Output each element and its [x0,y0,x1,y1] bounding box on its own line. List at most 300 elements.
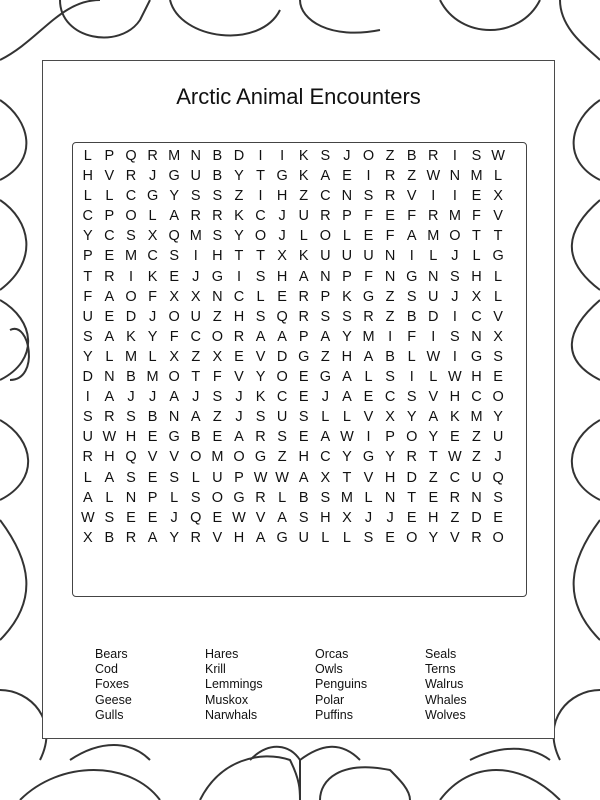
grid-letter[interactable]: M [470,409,483,426]
grid-letter[interactable]: W [448,449,462,466]
grid-letter[interactable]: R [125,529,137,546]
grid-letter[interactable]: S [320,308,331,325]
grid-letter[interactable]: N [341,188,353,205]
grid-letter[interactable]: I [431,188,436,205]
grid-letter[interactable]: E [298,429,309,446]
grid-letter[interactable]: H [276,268,288,285]
grid-letter[interactable]: D [82,369,94,386]
grid-letter[interactable]: K [126,328,136,345]
grid-letter[interactable]: N [384,248,396,265]
grid-letter[interactable]: S [255,308,266,325]
grid-letter[interactable]: W [340,429,354,446]
grid-letter[interactable]: T [428,449,438,466]
grid-letter[interactable]: J [170,509,178,526]
grid-letter[interactable]: R [104,268,115,285]
grid-letter[interactable]: M [211,449,224,466]
grid-letter[interactable]: V [493,308,503,325]
grid-letter[interactable]: K [234,208,244,225]
grid-letter[interactable]: J [321,389,329,406]
grid-letter[interactable]: S [320,489,331,506]
grid-letter[interactable]: S [493,348,503,365]
grid-letter[interactable]: P [104,148,115,164]
grid-letter[interactable]: D [428,308,439,325]
grid-letter[interactable]: M [146,369,159,386]
grid-letter[interactable]: J [451,288,459,305]
grid-letter[interactable]: Y [147,328,158,345]
grid-letter[interactable]: Z [428,469,438,486]
grid-letter[interactable]: N [190,148,201,164]
grid-letter[interactable]: W [102,429,117,446]
grid-letter[interactable]: Q [190,509,202,526]
grid-letter[interactable]: A [190,409,201,426]
grid-letter[interactable]: R [298,308,309,325]
grid-letter[interactable]: R [428,208,439,225]
grid-letter[interactable]: M [189,228,202,245]
grid-letter[interactable]: P [104,208,115,225]
grid-letter[interactable]: C [190,328,201,345]
grid-letter[interactable]: A [234,429,244,446]
grid-letter[interactable]: Y [234,228,244,245]
grid-letter[interactable]: Z [385,308,395,325]
grid-letter[interactable]: R [363,308,374,325]
grid-letter[interactable]: U [190,308,201,325]
grid-letter[interactable]: G [276,168,288,185]
grid-letter[interactable]: J [192,268,200,285]
grid-letter[interactable]: O [319,228,331,245]
grid-letter[interactable]: H [428,509,439,526]
grid-letter[interactable]: T [342,469,352,486]
grid-letter[interactable]: F [472,208,481,225]
grid-letter[interactable]: S [212,389,223,406]
grid-letter[interactable]: E [428,489,439,506]
grid-letter[interactable]: E [298,389,309,406]
grid-letter[interactable]: K [450,409,460,426]
grid-letter[interactable]: I [409,369,414,386]
grid-letter[interactable]: T [256,168,265,185]
grid-letter[interactable]: T [493,228,503,245]
grid-letter[interactable]: S [493,489,503,506]
grid-letter[interactable]: J [148,168,157,185]
grid-letter[interactable]: A [320,168,331,185]
grid-letter[interactable]: C [276,389,288,406]
grid-letter[interactable]: R [82,449,94,466]
grid-letter[interactable]: Q [492,469,504,486]
grid-letter[interactable]: N [320,268,331,285]
grid-letter[interactable]: F [212,369,222,386]
grid-letter[interactable]: Y [406,409,417,426]
grid-letter[interactable]: E [363,389,374,406]
grid-letter[interactable]: E [147,509,158,526]
grid-letter[interactable]: P [342,268,352,285]
grid-letter[interactable]: C [255,208,266,225]
grid-letter[interactable]: V [493,208,503,225]
grid-letter[interactable]: A [169,389,179,406]
grid-letter[interactable]: E [385,529,395,546]
grid-letter[interactable]: B [126,369,136,386]
grid-letter[interactable]: L [170,489,179,506]
grid-letter[interactable]: Z [472,449,481,466]
grid-letter[interactable]: G [406,268,418,285]
grid-letter[interactable]: C [384,389,396,406]
grid-letter[interactable]: N [471,489,482,506]
grid-letter[interactable]: I [258,188,263,205]
grid-letter[interactable]: S [255,268,266,285]
grid-letter[interactable]: J [148,308,157,325]
grid-letter[interactable]: B [298,489,309,506]
grid-letter[interactable]: E [493,369,503,386]
grid-letter[interactable]: P [234,469,244,486]
grid-letter[interactable]: R [104,409,115,426]
grid-letter[interactable]: S [126,228,136,245]
grid-letter[interactable]: S [82,328,93,345]
grid-letter[interactable]: Z [320,348,330,365]
grid-letter[interactable]: B [212,168,223,185]
grid-letter[interactable]: E [471,188,482,205]
grid-letter[interactable]: I [258,148,263,164]
grid-letter[interactable]: U [341,248,353,265]
grid-letter[interactable]: F [385,228,395,245]
grid-letter[interactable]: A [104,328,115,345]
grid-letter[interactable]: Z [277,449,287,466]
grid-letter[interactable]: F [364,208,373,225]
grid-letter[interactable]: O [125,288,137,305]
grid-letter[interactable]: L [342,228,351,245]
grid-letter[interactable]: V [147,449,158,466]
grid-letter[interactable]: R [212,208,223,225]
grid-letter[interactable]: R [428,148,439,164]
grid-letter[interactable]: R [190,529,201,546]
grid-letter[interactable]: G [168,429,180,446]
grid-letter[interactable]: I [431,328,436,345]
grid-letter[interactable]: O [362,148,375,164]
grid-letter[interactable]: V [363,469,374,486]
grid-letter[interactable]: R [406,449,417,466]
grid-letter[interactable]: Z [385,148,395,164]
grid-letter[interactable]: S [190,489,201,506]
grid-letter[interactable]: A [298,469,309,486]
grid-letter[interactable]: C [104,228,115,245]
grid-letter[interactable]: K [342,288,352,305]
grid-letter[interactable]: A [255,328,266,345]
grid-letter[interactable]: W [426,168,441,185]
grid-letter[interactable]: S [298,409,309,426]
grid-letter[interactable]: S [277,429,287,446]
grid-letter[interactable]: W [232,509,246,526]
grid-letter[interactable]: Y [169,529,179,546]
grid-letter[interactable]: J [192,389,200,406]
grid-letter[interactable]: S [471,148,482,164]
grid-letter[interactable]: S [82,409,93,426]
grid-letter[interactable]: X [493,188,503,205]
grid-letter[interactable]: Z [450,509,460,526]
grid-letter[interactable]: G [211,268,223,285]
grid-letter[interactable]: E [147,469,158,486]
grid-letter[interactable]: S [104,509,115,526]
grid-letter[interactable]: S [450,268,460,285]
grid-letter[interactable]: L [83,469,92,486]
grid-letter[interactable]: A [406,228,417,245]
grid-letter[interactable]: D [125,308,137,325]
grid-letter[interactable]: B [385,348,395,365]
grid-letter[interactable]: G [146,188,159,205]
grid-letter[interactable]: G [362,449,375,466]
grid-letter[interactable]: L [342,529,351,546]
grid-letter[interactable]: U [82,308,94,325]
grid-letter[interactable]: X [385,409,395,426]
grid-letter[interactable]: I [366,429,371,446]
grid-letter[interactable]: S [450,328,460,345]
grid-letter[interactable]: L [342,409,351,426]
grid-letter[interactable]: X [342,509,352,526]
grid-letter[interactable]: W [253,469,268,486]
grid-letter[interactable]: U [190,168,201,185]
grid-letter[interactable]: C [82,208,94,225]
grid-letter[interactable]: M [340,489,353,506]
grid-letter[interactable]: P [298,328,309,345]
grid-letter[interactable]: O [125,208,137,225]
grid-letter[interactable]: H [341,348,353,365]
grid-letter[interactable]: S [212,228,223,245]
grid-letter[interactable]: E [298,369,309,386]
grid-letter[interactable]: X [320,469,331,486]
grid-letter[interactable]: V [428,389,439,406]
grid-letter[interactable]: P [342,208,352,225]
grid-letter[interactable]: S [169,469,179,486]
grid-letter[interactable]: O [211,328,223,345]
grid-letter[interactable]: L [256,288,265,305]
grid-letter[interactable]: C [320,449,331,466]
grid-letter[interactable]: Y [493,409,503,426]
grid-letter[interactable]: M [124,348,138,365]
grid-letter[interactable]: T [472,228,481,245]
grid-letter[interactable]: K [255,389,266,406]
grid-letter[interactable]: E [277,288,287,305]
grid-letter[interactable]: M [168,148,181,164]
grid-letter[interactable]: G [319,369,331,386]
grid-letter[interactable]: F [407,208,417,225]
grid-letter[interactable]: J [278,208,286,225]
grid-letter[interactable]: E [385,208,395,225]
grid-letter[interactable]: F [83,288,93,305]
grid-letter[interactable]: V [406,188,417,205]
grid-letter[interactable]: K [298,168,309,185]
grid-letter[interactable]: L [83,148,92,164]
grid-letter[interactable]: Y [82,348,93,365]
grid-letter[interactable]: C [320,188,331,205]
grid-letter[interactable]: Y [342,449,352,466]
grid-letter[interactable]: S [126,409,136,426]
grid-letter[interactable]: X [190,288,201,305]
grid-letter[interactable]: A [147,529,158,546]
grid-letter[interactable]: X [82,529,93,546]
grid-letter[interactable]: V [212,529,223,546]
grid-letter[interactable]: C [147,248,158,265]
grid-letter[interactable]: B [104,529,115,546]
grid-letter[interactable]: X [277,248,287,265]
grid-letter[interactable]: F [407,328,417,345]
grid-letter[interactable]: E [169,268,179,285]
grid-letter[interactable]: R [384,168,396,185]
grid-letter[interactable]: X [169,348,179,365]
grid-letter[interactable]: F [148,288,157,305]
grid-letter[interactable]: Y [428,529,439,546]
grid-letter[interactable]: U [298,529,309,546]
grid-letter[interactable]: X [212,348,223,365]
grid-letter[interactable]: P [385,429,395,446]
grid-letter[interactable]: Y [385,449,395,466]
grid-letter[interactable]: L [278,489,287,506]
grid-letter[interactable]: L [83,188,92,205]
grid-letter[interactable]: C [471,308,482,325]
grid-letter[interactable]: L [364,489,373,506]
grid-letter[interactable]: F [169,328,179,345]
grid-letter[interactable]: M [362,328,375,345]
grid-letter[interactable]: J [278,228,286,245]
grid-letter[interactable]: S [406,389,417,406]
grid-letter[interactable]: Z [212,308,222,325]
grid-letter[interactable]: Z [212,409,222,426]
grid-letter[interactable]: E [363,228,374,245]
grid-letter[interactable]: N [125,489,137,506]
grid-letter[interactable]: S [406,288,417,305]
grid-letter[interactable]: I [388,328,393,345]
grid-letter[interactable]: E [104,248,115,265]
grid-letter[interactable]: O [406,429,418,446]
grid-letter[interactable]: M [448,208,461,225]
grid-letter[interactable]: O [406,529,418,546]
grid-letter[interactable]: L [321,409,330,426]
grid-letter[interactable]: L [299,228,308,245]
grid-letter[interactable]: L [148,208,157,225]
grid-letter[interactable]: S [298,509,309,526]
grid-letter[interactable]: J [127,389,135,406]
grid-letter[interactable]: S [255,409,266,426]
grid-letter[interactable]: V [169,449,179,466]
grid-letter[interactable]: N [428,268,439,285]
grid-letter[interactable]: I [236,268,241,285]
grid-letter[interactable]: U [212,469,223,486]
grid-letter[interactable]: V [255,509,266,526]
grid-letter[interactable]: U [492,429,504,446]
grid-letter[interactable]: X [493,328,503,345]
grid-letter[interactable]: L [364,369,373,386]
grid-letter[interactable]: N [384,489,396,506]
grid-letter[interactable]: L [105,489,114,506]
grid-letter[interactable]: L [429,369,438,386]
grid-letter[interactable]: E [342,168,352,185]
grid-letter[interactable]: S [363,529,374,546]
grid-letter[interactable]: E [104,308,115,325]
grid-letter[interactable]: B [190,429,201,446]
grid-letter[interactable]: Z [191,348,201,365]
grid-letter[interactable]: Z [299,188,309,205]
grid-letter[interactable]: N [384,268,396,285]
grid-letter[interactable]: H [276,188,288,205]
grid-letter[interactable]: R [320,208,331,225]
grid-letter[interactable]: E [126,509,136,526]
grid-letter[interactable]: H [212,248,223,265]
grid-letter[interactable]: J [494,449,502,466]
grid-letter[interactable]: T [234,248,244,265]
grid-letter[interactable]: R [125,168,137,185]
grid-letter[interactable]: A [342,389,352,406]
grid-letter[interactable]: J [386,509,394,526]
grid-letter[interactable]: I [193,248,198,265]
grid-letter[interactable]: H [125,429,137,446]
grid-letter[interactable]: Q [168,228,180,245]
grid-letter[interactable]: X [471,288,482,305]
grid-letter[interactable]: U [471,469,482,486]
grid-letter[interactable]: I [452,308,457,325]
grid-letter[interactable]: H [104,449,115,466]
grid-letter[interactable]: I [452,348,457,365]
grid-letter[interactable]: G [254,449,267,466]
grid-letter[interactable]: J [235,389,243,406]
grid-letter[interactable]: C [125,188,137,205]
grid-letter[interactable]: G [298,348,310,365]
grid-letter[interactable]: G [470,348,483,365]
grid-letter[interactable]: Y [234,168,244,185]
grid-letter[interactable]: W [426,348,441,365]
grid-letter[interactable]: A [255,529,266,546]
grid-letter[interactable]: A [277,328,287,345]
grid-letter[interactable]: L [105,188,114,205]
grid-letter[interactable]: U [276,409,288,426]
grid-letter[interactable]: S [385,369,395,386]
grid-letter[interactable]: Z [407,168,417,185]
grid-letter[interactable]: J [148,389,157,406]
grid-letter[interactable]: Q [125,449,137,466]
grid-letter[interactable]: W [80,509,95,526]
grid-letter[interactable]: I [280,148,285,164]
grid-letter[interactable]: W [448,369,462,386]
grid-letter[interactable]: W [275,469,289,486]
grid-letter[interactable]: R [471,529,482,546]
grid-letter[interactable]: U [363,248,374,265]
grid-letter[interactable]: S [126,469,136,486]
grid-letter[interactable]: L [472,248,481,265]
grid-letter[interactable]: V [255,348,266,365]
grid-letter[interactable]: D [406,469,417,486]
grid-letter[interactable]: D [471,509,482,526]
grid-letter[interactable]: E [147,429,158,446]
grid-letter[interactable]: S [342,308,352,325]
grid-letter[interactable]: J [343,148,351,164]
grid-letter[interactable]: C [449,469,461,486]
grid-letter[interactable]: U [298,208,309,225]
grid-letter[interactable]: I [452,148,457,164]
grid-letter[interactable]: Y [82,228,93,245]
grid-letter[interactable]: G [168,168,180,185]
grid-letter[interactable]: O [168,308,180,325]
grid-letter[interactable]: L [321,529,330,546]
grid-letter[interactable]: B [212,148,223,164]
grid-letter[interactable]: O [254,228,267,245]
grid-letter[interactable]: A [320,429,331,446]
grid-letter[interactable]: L [148,348,157,365]
grid-letter[interactable]: G [362,288,375,305]
grid-letter[interactable]: A [320,328,331,345]
grid-letter[interactable]: T [83,268,93,285]
grid-letter[interactable]: O [276,369,288,386]
grid-letter[interactable]: F [364,268,373,285]
grid-letter[interactable]: H [471,369,482,386]
grid-letter[interactable]: L [407,348,416,365]
grid-letter[interactable]: E [493,509,503,526]
grid-letter[interactable]: H [82,168,94,185]
grid-letter[interactable]: O [233,449,245,466]
grid-letter[interactable]: L [191,469,200,486]
